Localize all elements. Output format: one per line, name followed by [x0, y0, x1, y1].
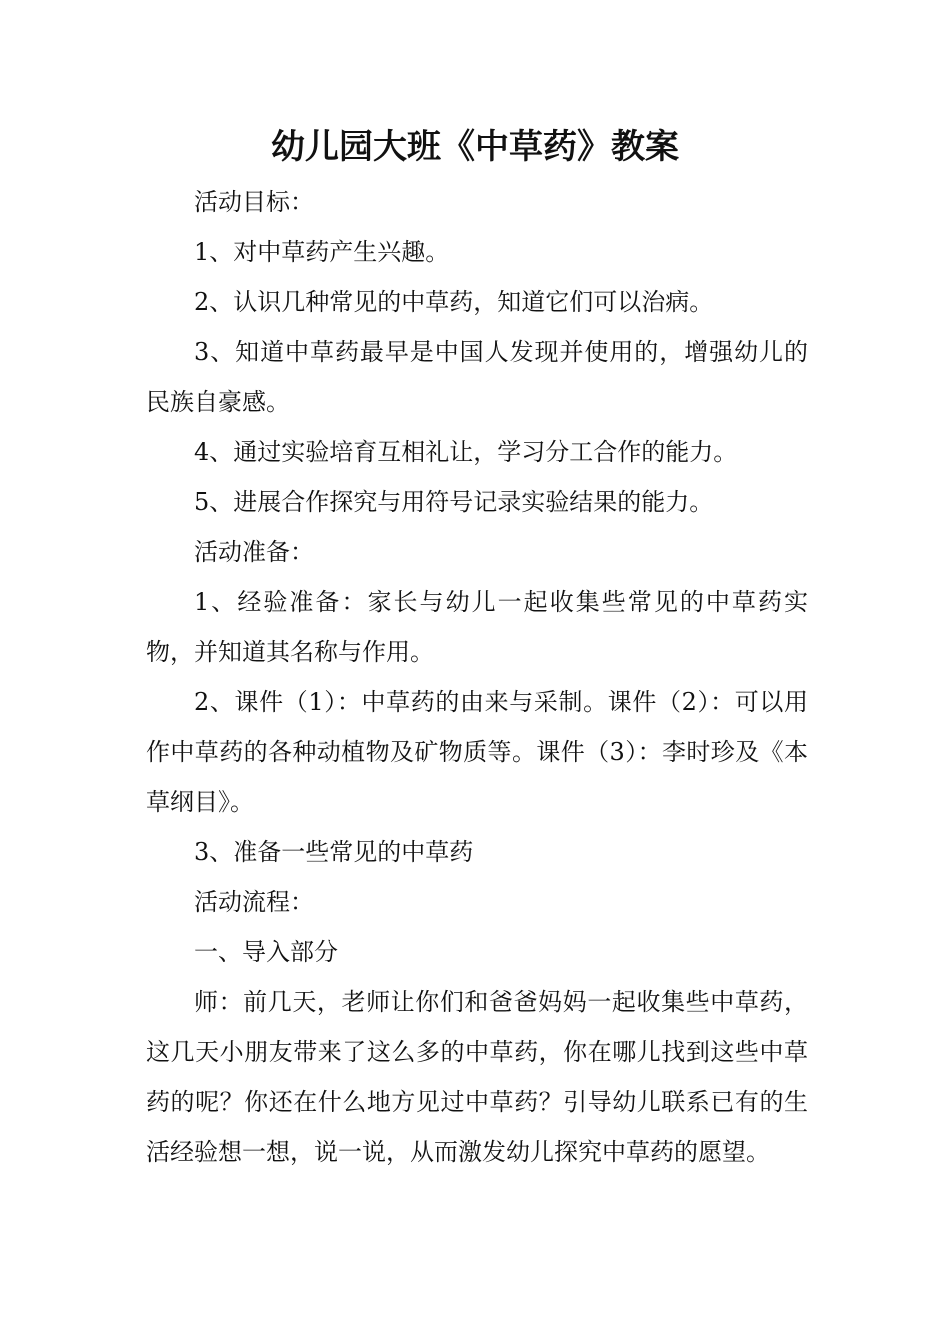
- section-heading-process: 活动流程：: [194, 888, 314, 916]
- preparation-item-1: 1、经验准备：家长与幼儿一起收集些常见的中草药实物，并知道其名称与作用。: [146, 588, 808, 666]
- goal-item-4: 4、通过实验培育互相礼让，学习分工合作的能力。: [194, 438, 738, 466]
- goal-item-2: 2、认识几种常见的中草药，知道它们可以治病。: [194, 288, 714, 316]
- preparation-item-2: 2、课件（1）：中草药的由来与采制。课件（2）：可以用作中草药的各种动植物及矿物质等。课件（3）：李时珍及《本草纲目》。: [146, 688, 808, 816]
- goal-item-1: 1、对中草药产生兴趣。: [194, 238, 450, 266]
- goal-item-3: 3、知道中草药最早是中国人发现并使用的，增强幼儿的民族自豪感。: [146, 338, 808, 416]
- document-body: [146, 177, 808, 1177]
- preparation-item-3: 3、准备一些常见的中草药: [194, 838, 474, 866]
- section-heading-goals: 活动目标：: [194, 188, 314, 216]
- goal-item-5: 5、进展合作探究与用符号记录实验结果的能力。: [194, 488, 714, 516]
- document-title: 幼儿园大班《中草药》教案: [271, 127, 679, 167]
- section-heading-preparation: 活动准备：: [194, 538, 314, 566]
- teacher-dialogue-paragraph: 师：前几天，老师让你们和爸爸妈妈一起收集些中草药，这几天小朋友带来了这么多的中草药，你在哪儿找到这些中草药的呢？你还在什么地方见过中草药？引导幼儿联系已有的生活经验想一想，说一说，从而激发幼儿探究中草药的愿望。: [146, 988, 808, 1166]
- process-part-1-heading: 一、导入部分: [194, 938, 338, 966]
